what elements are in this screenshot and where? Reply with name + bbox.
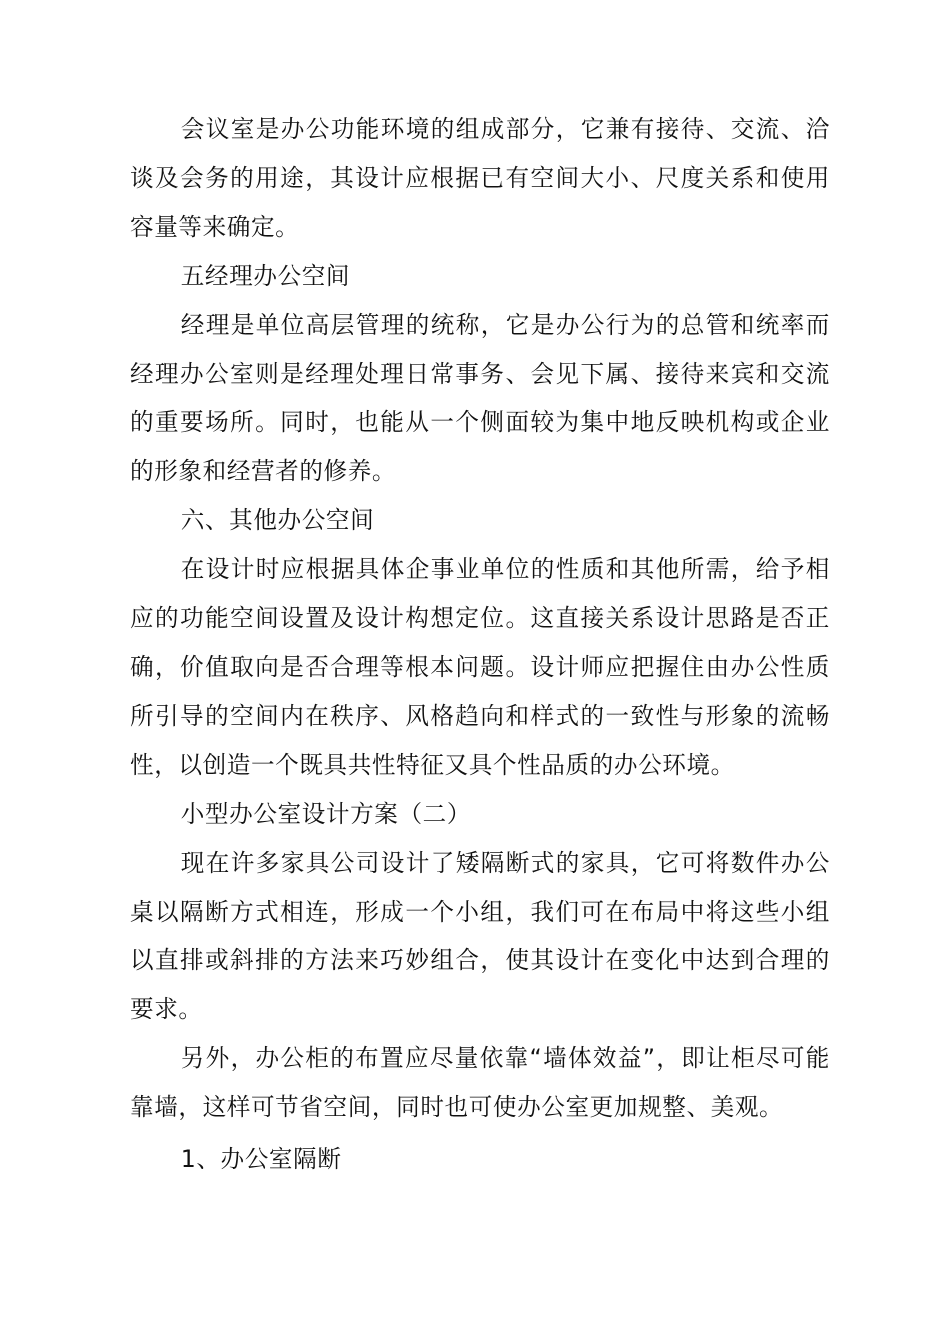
- document-body: [130, 105, 830, 1184]
- heading-manager-office: 五经理办公空间: [180, 261, 351, 290]
- paragraph-meeting-room: 会议室是办公功能环境的组成部分，它兼有接待、交流、洽谈及会务的用途，其设计应根据已有空间大小、尺度关系和使用容量等来确定。: [130, 115, 830, 241]
- paragraph-manager-office: 经理是单位高层管理的统称，它是办公行为的总管和统率而经理办公室则是经理处理日常事务、会见下属、接待来宾和交流的重要场所。同时，也能从一个侧面较为集中地反映机构或企业的形象和经营者的修养。: [130, 310, 830, 486]
- paragraph-partition-furniture: 现在许多家具公司设计了矮隔断式的家具，它可将数件办公桌以隔断方式相连，形成一个小组，我们可在布局中将这些小组以直排或斜排的方法来巧妙组合，使其设计在变化中达到合理的要求。: [130, 848, 830, 1024]
- heading-other-office: 六、其他办公空间: [180, 506, 375, 535]
- paragraph-cabinet-layout: 另外，办公柜的布置应尽量依靠“墙体效益”，即让柜尽可能靠墙，这样可节省空间，同时也可使办公室更加规整、美观。: [130, 1044, 830, 1122]
- heading-small-office-plan: 小型办公室设计方案（二）: [180, 799, 472, 828]
- paragraph-other-office: 在设计时应根据具体企事业单位的性质和其他所需，给予相应的功能空间设置及设计构想定位。这直接关系设计思路是否正确，价值取向是否合理等根本问题。设计师应把握住由办公性质所引导的空间内在秩序、风格趋向和样式的一致性与形象的流畅性，以创造一个既具共性特征又具个性品质的办公环境。: [130, 555, 830, 779]
- heading-office-partition: 1、办公室隔断: [180, 1145, 342, 1174]
